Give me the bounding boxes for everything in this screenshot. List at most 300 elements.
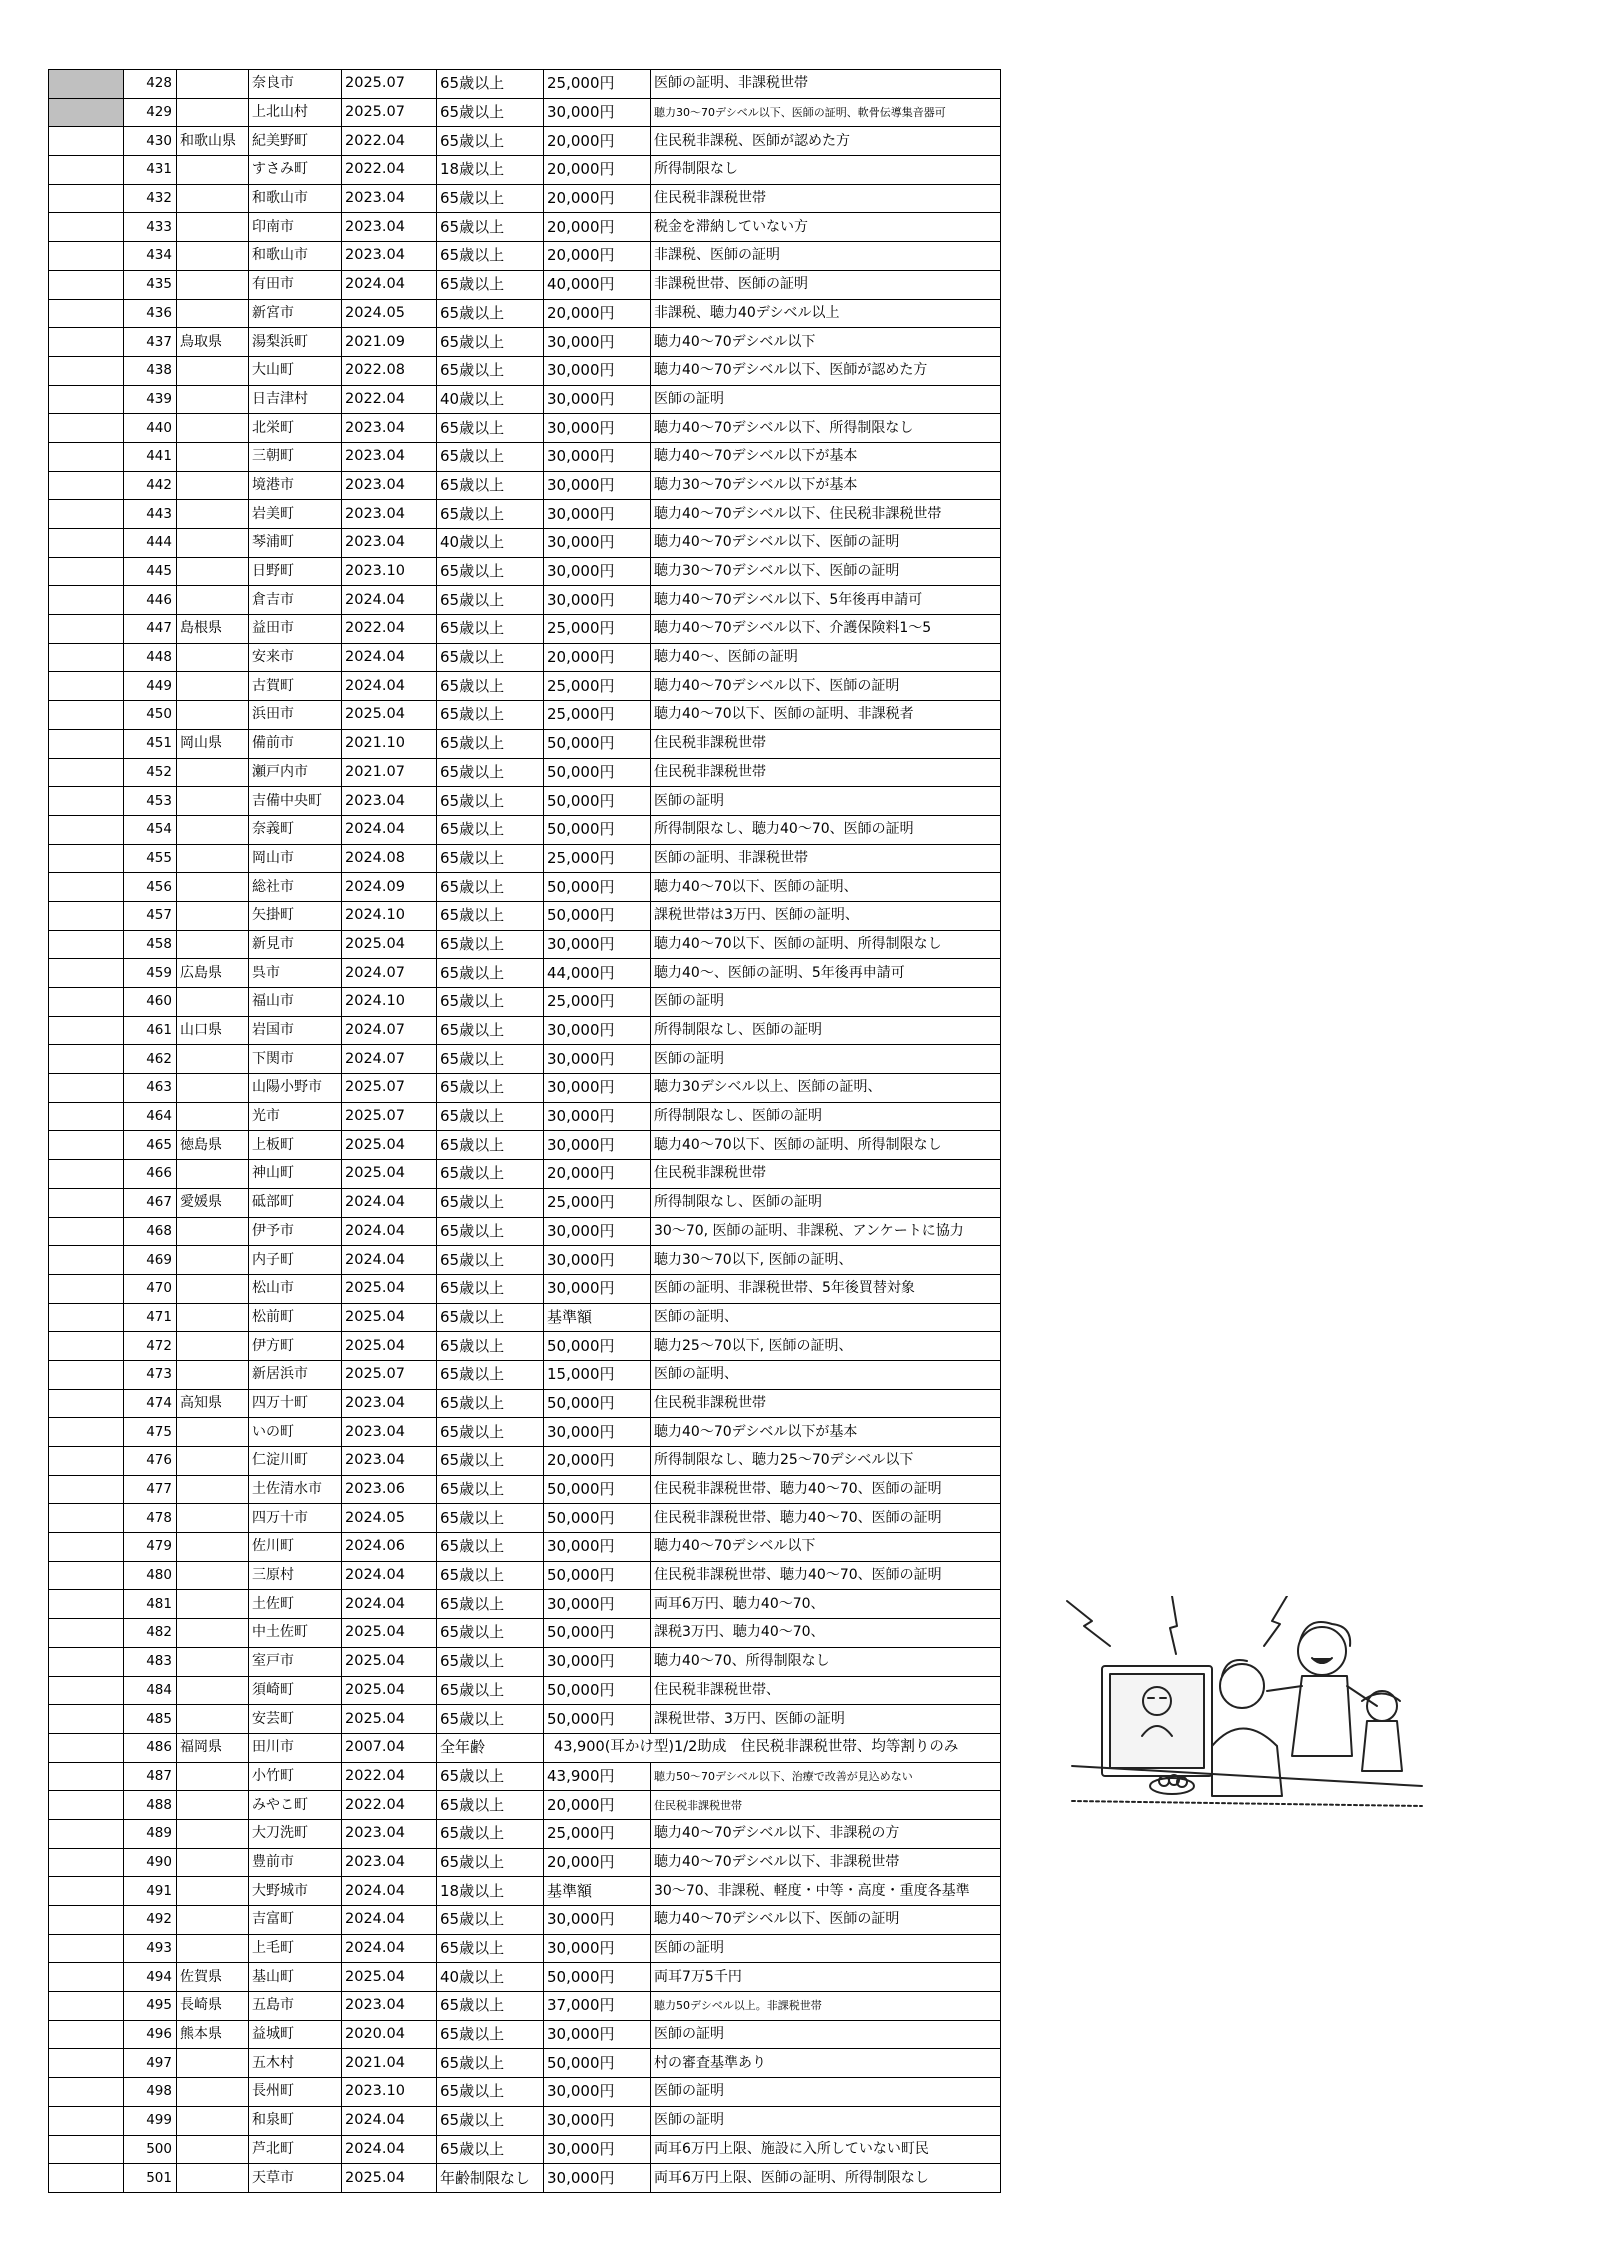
- table-row: [49, 1647, 1001, 1676]
- table-row: [49, 1590, 1001, 1619]
- subsidy-table: [48, 69, 1001, 2193]
- municipality-cell: 長州町: [249, 2078, 342, 2107]
- prefecture-cell: [177, 299, 249, 328]
- table-row: [49, 356, 1001, 385]
- condition-cell: 住民税非課税世帯: [651, 184, 1001, 213]
- subsidy-amount-cell: 50,000円: [544, 1963, 651, 1992]
- age-condition-cell: 40歳以上: [437, 385, 544, 414]
- municipality-cell: 日野町: [249, 557, 342, 586]
- prefecture-cell: 愛媛県: [177, 1188, 249, 1217]
- prefecture-cell: [177, 270, 249, 299]
- subsidy-amount-cell: 30,000円: [544, 1074, 651, 1103]
- subsidy-amount-cell: 25,000円: [544, 988, 651, 1017]
- row-number-cell: 477: [124, 1475, 177, 1504]
- prefecture-cell: [177, 844, 249, 873]
- municipality-cell: 安芸町: [249, 1705, 342, 1734]
- start-date-cell: 2023.04: [342, 1447, 437, 1476]
- age-condition-cell: 65歳以上: [437, 959, 544, 988]
- row-marker-cell: [49, 2078, 124, 2107]
- municipality-cell: 日吉津村: [249, 385, 342, 414]
- age-condition-cell: 65歳以上: [437, 1676, 544, 1705]
- row-number-cell: 441: [124, 442, 177, 471]
- row-marker-cell: [49, 1791, 124, 1820]
- row-number-cell: 462: [124, 1045, 177, 1074]
- municipality-cell: 大山町: [249, 356, 342, 385]
- prefecture-cell: [177, 1332, 249, 1361]
- row-number-cell: 475: [124, 1418, 177, 1447]
- age-condition-cell: 65歳以上: [437, 1906, 544, 1935]
- row-number-cell: 458: [124, 930, 177, 959]
- start-date-cell: 2025.04: [342, 1647, 437, 1676]
- row-number-cell: 495: [124, 1992, 177, 2021]
- condition-cell: 医師の証明: [651, 1045, 1001, 1074]
- table-row: [49, 1533, 1001, 1562]
- municipality-cell: 印南市: [249, 213, 342, 242]
- prefecture-cell: [177, 2078, 249, 2107]
- table-row: [49, 414, 1001, 443]
- age-condition-cell: 40歳以上: [437, 1963, 544, 1992]
- row-number-cell: 486: [124, 1733, 177, 1762]
- prefecture-cell: [177, 2164, 249, 2193]
- municipality-cell: 和歌山市: [249, 242, 342, 271]
- table-row: [49, 2049, 1001, 2078]
- condition-cell: 両耳6万円上限、医師の証明、所得制限なし: [651, 2164, 1001, 2193]
- age-condition-cell: 65歳以上: [437, 988, 544, 1017]
- subsidy-amount-cell: 20,000円: [544, 1447, 651, 1476]
- condition-cell: 医師の証明、: [651, 1360, 1001, 1389]
- subsidy-amount-cell: 30,000円: [544, 1418, 651, 1447]
- municipality-cell: 伊方町: [249, 1332, 342, 1361]
- row-number-cell: 487: [124, 1762, 177, 1791]
- subsidy-amount-cell: 30,000円: [544, 1274, 651, 1303]
- municipality-cell: 大刀洗町: [249, 1819, 342, 1848]
- row-number-cell: 447: [124, 615, 177, 644]
- start-date-cell: 2023.04: [342, 471, 437, 500]
- age-condition-cell: 65歳以上: [437, 2135, 544, 2164]
- condition-cell: 住民税非課税世帯: [651, 1791, 1001, 1820]
- start-date-cell: 2024.07: [342, 1045, 437, 1074]
- row-number-cell: 501: [124, 2164, 177, 2193]
- prefecture-cell: [177, 500, 249, 529]
- row-marker-cell: [49, 1475, 124, 1504]
- condition-cell: 住民税非課税世帯、: [651, 1676, 1001, 1705]
- row-marker-cell: [49, 1762, 124, 1791]
- municipality-cell: いの町: [249, 1418, 342, 1447]
- subsidy-amount-cell: 50,000円: [544, 2049, 651, 2078]
- row-number-cell: 490: [124, 1848, 177, 1877]
- row-marker-cell: [49, 1561, 124, 1590]
- subsidy-amount-cell: 50,000円: [544, 1389, 651, 1418]
- start-date-cell: 2022.04: [342, 615, 437, 644]
- prefecture-cell: [177, 1217, 249, 1246]
- subsidy-amount-cell: 50,000円: [544, 901, 651, 930]
- start-date-cell: 2023.06: [342, 1475, 437, 1504]
- prefecture-cell: [177, 356, 249, 385]
- row-marker-cell: [49, 270, 124, 299]
- age-condition-cell: 65歳以上: [437, 701, 544, 730]
- row-number-cell: 478: [124, 1504, 177, 1533]
- municipality-cell: 基山町: [249, 1963, 342, 1992]
- condition-cell: 聴力40～70デシベル以下、医師の証明: [651, 672, 1001, 701]
- municipality-cell: 天草市: [249, 2164, 342, 2193]
- start-date-cell: 2024.04: [342, 1590, 437, 1619]
- table-row: [49, 1217, 1001, 1246]
- municipality-cell: 益城町: [249, 2020, 342, 2049]
- age-condition-cell: 65歳以上: [437, 1504, 544, 1533]
- start-date-cell: 2024.04: [342, 1188, 437, 1217]
- municipality-cell: 和歌山市: [249, 184, 342, 213]
- municipality-cell: 上北山村: [249, 98, 342, 127]
- subsidy-amount-cell: 15,000円: [544, 1360, 651, 1389]
- age-condition-cell: 65歳以上: [437, 729, 544, 758]
- row-number-cell: 463: [124, 1074, 177, 1103]
- subsidy-amount-cell: 30,000円: [544, 557, 651, 586]
- condition-cell: 医師の証明、非課税世帯: [651, 70, 1001, 99]
- age-condition-cell: 65歳以上: [437, 1762, 544, 1791]
- start-date-cell: 2025.04: [342, 1676, 437, 1705]
- condition-cell: 両耳6万円、聴力40～70、: [651, 1590, 1001, 1619]
- row-marker-cell: [49, 959, 124, 988]
- subsidy-amount-cell: 30,000円: [544, 2020, 651, 2049]
- prefecture-cell: 広島県: [177, 959, 249, 988]
- prefecture-cell: [177, 1102, 249, 1131]
- table-row: [49, 586, 1001, 615]
- municipality-cell: 下関市: [249, 1045, 342, 1074]
- municipality-cell: 須崎町: [249, 1676, 342, 1705]
- condition-cell: 所得制限なし、医師の証明: [651, 1102, 1001, 1131]
- table-row: [49, 1848, 1001, 1877]
- age-condition-cell: 65歳以上: [437, 1590, 544, 1619]
- subsidy-amount-cell: 20,000円: [544, 156, 651, 185]
- municipality-cell: 仁淀川町: [249, 1447, 342, 1476]
- age-condition-cell: 65歳以上: [437, 299, 544, 328]
- table-row: [49, 213, 1001, 242]
- row-marker-cell: [49, 615, 124, 644]
- row-number-cell: 429: [124, 98, 177, 127]
- table-row: [49, 270, 1001, 299]
- start-date-cell: 2024.07: [342, 959, 437, 988]
- row-number-cell: 434: [124, 242, 177, 271]
- start-date-cell: 2024.06: [342, 1533, 437, 1562]
- condition-cell: 医師の証明: [651, 988, 1001, 1017]
- condition-cell: 聴力50～70デシベル以下、治療で改善が見込めない: [651, 1762, 1001, 1791]
- row-marker-cell: [49, 1360, 124, 1389]
- condition-cell: 聴力30～70デシベル以下が基本: [651, 471, 1001, 500]
- prefecture-cell: [177, 1647, 249, 1676]
- municipality-cell: 新宮市: [249, 299, 342, 328]
- table-row: [49, 1360, 1001, 1389]
- prefecture-cell: 島根県: [177, 615, 249, 644]
- table-row: [49, 1934, 1001, 1963]
- condition-cell: 両耳7万5千円: [651, 1963, 1001, 1992]
- age-condition-cell: 65歳以上: [437, 1074, 544, 1103]
- start-date-cell: 2023.04: [342, 1848, 437, 1877]
- condition-cell: 医師の証明: [651, 2020, 1001, 2049]
- row-number-cell: 465: [124, 1131, 177, 1160]
- prefecture-cell: [177, 98, 249, 127]
- municipality-cell: 吉備中央町: [249, 787, 342, 816]
- row-marker-cell: [49, 2164, 124, 2193]
- condition-cell: 聴力40～70デシベル以下、住民税非課税世帯: [651, 500, 1001, 529]
- subsidy-amount-cell: 30,000円: [544, 930, 651, 959]
- row-number-cell: 484: [124, 1676, 177, 1705]
- age-condition-cell: 65歳以上: [437, 2049, 544, 2078]
- row-number-cell: 480: [124, 1561, 177, 1590]
- municipality-cell: 琴浦町: [249, 529, 342, 558]
- condition-cell: 住民税非課税世帯: [651, 1160, 1001, 1189]
- row-marker-cell: [49, 1590, 124, 1619]
- municipality-cell: 光市: [249, 1102, 342, 1131]
- condition-cell: 聴力40～70デシベル以下: [651, 1533, 1001, 1562]
- table-row: [49, 2106, 1001, 2135]
- table-row: [49, 557, 1001, 586]
- age-condition-cell: 65歳以上: [437, 1475, 544, 1504]
- table-row: [49, 1102, 1001, 1131]
- start-date-cell: 2020.04: [342, 2020, 437, 2049]
- row-marker-cell: [49, 213, 124, 242]
- subsidy-amount-cell: 30,000円: [544, 1934, 651, 1963]
- row-number-cell: 428: [124, 70, 177, 99]
- condition-cell: 住民税非課税世帯: [651, 729, 1001, 758]
- row-marker-cell: [49, 1131, 124, 1160]
- condition-cell: 聴力50デシベル以上。非課税世帯: [651, 1992, 1001, 2021]
- row-number-cell: 497: [124, 2049, 177, 2078]
- condition-cell: 非課税世帯、医師の証明: [651, 270, 1001, 299]
- row-marker-cell: [49, 1504, 124, 1533]
- row-marker-cell: [49, 529, 124, 558]
- age-condition-cell: 65歳以上: [437, 1246, 544, 1275]
- prefecture-cell: 和歌山県: [177, 127, 249, 156]
- row-number-cell: 492: [124, 1906, 177, 1935]
- prefecture-cell: [177, 557, 249, 586]
- subsidy-amount-cell: 25,000円: [544, 615, 651, 644]
- municipality-cell: 紀美野町: [249, 127, 342, 156]
- age-condition-cell: 65歳以上: [437, 1418, 544, 1447]
- row-number-cell: 469: [124, 1246, 177, 1275]
- table-row: [49, 299, 1001, 328]
- age-condition-cell: 65歳以上: [437, 672, 544, 701]
- row-marker-cell: [49, 701, 124, 730]
- row-number-cell: 468: [124, 1217, 177, 1246]
- condition-cell: 聴力40～70デシベル以下、所得制限なし: [651, 414, 1001, 443]
- row-marker-cell: [49, 2135, 124, 2164]
- start-date-cell: 2024.04: [342, 1217, 437, 1246]
- row-number-cell: 500: [124, 2135, 177, 2164]
- age-condition-cell: 65歳以上: [437, 1819, 544, 1848]
- age-condition-cell: 65歳以上: [437, 1303, 544, 1332]
- table-row: [49, 1303, 1001, 1332]
- age-condition-cell: 65歳以上: [437, 328, 544, 357]
- table-row: [49, 2135, 1001, 2164]
- row-number-cell: 476: [124, 1447, 177, 1476]
- table-row: [49, 930, 1001, 959]
- age-condition-cell: 65歳以上: [437, 356, 544, 385]
- municipality-cell: 土佐清水市: [249, 1475, 342, 1504]
- row-marker-cell: [49, 844, 124, 873]
- age-condition-cell: 18歳以上: [437, 1877, 544, 1906]
- age-condition-cell: 65歳以上: [437, 586, 544, 615]
- condition-cell: 聴力40～70デシベル以下が基本: [651, 442, 1001, 471]
- condition-cell: 医師の証明、非課税世帯、5年後買替対象: [651, 1274, 1001, 1303]
- subsidy-amount-cell: 30,000円: [544, 1102, 651, 1131]
- age-condition-cell: 65歳以上: [437, 1360, 544, 1389]
- age-condition-cell: 18歳以上: [437, 156, 544, 185]
- municipality-cell: 益田市: [249, 615, 342, 644]
- row-number-cell: 488: [124, 1791, 177, 1820]
- municipality-cell: 神山町: [249, 1160, 342, 1189]
- row-number-cell: 471: [124, 1303, 177, 1332]
- start-date-cell: 2025.04: [342, 1160, 437, 1189]
- subsidy-amount-cell: 30,000円: [544, 1131, 651, 1160]
- table-row: [49, 1131, 1001, 1160]
- municipality-cell: 三朝町: [249, 442, 342, 471]
- prefecture-cell: [177, 1504, 249, 1533]
- subsidy-amount-cell: 50,000円: [544, 873, 651, 902]
- start-date-cell: 2021.09: [342, 328, 437, 357]
- table-row: [49, 2164, 1001, 2193]
- start-date-cell: 2022.08: [342, 356, 437, 385]
- prefecture-cell: [177, 156, 249, 185]
- row-number-cell: 491: [124, 1877, 177, 1906]
- municipality-cell: 北栄町: [249, 414, 342, 443]
- table-row: [49, 1819, 1001, 1848]
- prefecture-cell: [177, 1590, 249, 1619]
- condition-cell: 所得制限なし: [651, 156, 1001, 185]
- row-marker-cell: [49, 1332, 124, 1361]
- start-date-cell: 2022.04: [342, 156, 437, 185]
- table-row: [49, 873, 1001, 902]
- row-marker-cell: [49, 2020, 124, 2049]
- row-marker-cell: [49, 988, 124, 1017]
- row-marker-cell: [49, 1705, 124, 1734]
- row-marker-cell: [49, 1418, 124, 1447]
- start-date-cell: 2025.04: [342, 2164, 437, 2193]
- table-row: [49, 1160, 1001, 1189]
- subsidy-amount-cell: 44,000円: [544, 959, 651, 988]
- table-row: [49, 701, 1001, 730]
- row-marker-cell: [49, 1274, 124, 1303]
- subsidy-amount-cell: 30,000円: [544, 2135, 651, 2164]
- prefecture-cell: [177, 385, 249, 414]
- municipality-cell: 有田市: [249, 270, 342, 299]
- municipality-cell: 内子町: [249, 1246, 342, 1275]
- row-marker-cell: [49, 500, 124, 529]
- condition-cell: 聴力40～70以下、医師の証明、非課税者: [651, 701, 1001, 730]
- table-row: [49, 615, 1001, 644]
- row-marker-cell: [49, 1217, 124, 1246]
- row-marker-cell: [49, 1647, 124, 1676]
- start-date-cell: 2024.08: [342, 844, 437, 873]
- row-marker-cell: [49, 156, 124, 185]
- row-number-cell: 473: [124, 1360, 177, 1389]
- prefecture-cell: [177, 471, 249, 500]
- subsidy-amount-cell: 50,000円: [544, 1561, 651, 1590]
- condition-cell: 医師の証明: [651, 2106, 1001, 2135]
- row-number-cell: 430: [124, 127, 177, 156]
- age-condition-cell: 65歳以上: [437, 242, 544, 271]
- start-date-cell: 2023.04: [342, 529, 437, 558]
- prefecture-cell: 鳥取県: [177, 328, 249, 357]
- prefecture-cell: [177, 815, 249, 844]
- subsidy-amount-cell: 50,000円: [544, 787, 651, 816]
- start-date-cell: 2023.10: [342, 557, 437, 586]
- table-row: [49, 1188, 1001, 1217]
- row-number-cell: 498: [124, 2078, 177, 2107]
- municipality-cell: 伊予市: [249, 1217, 342, 1246]
- age-condition-cell: 65歳以上: [437, 930, 544, 959]
- condition-cell: 聴力40～70デシベル以下、非課税世帯: [651, 1848, 1001, 1877]
- start-date-cell: 2023.04: [342, 500, 437, 529]
- age-condition-cell: 65歳以上: [437, 557, 544, 586]
- subsidy-amount-cell: 25,000円: [544, 672, 651, 701]
- start-date-cell: 2023.04: [342, 787, 437, 816]
- municipality-cell: 芦北町: [249, 2135, 342, 2164]
- prefecture-cell: [177, 643, 249, 672]
- age-condition-cell: 年齢制限なし: [437, 2164, 544, 2193]
- row-marker-cell: [49, 98, 124, 127]
- row-marker-cell: [49, 672, 124, 701]
- age-condition-cell: 40歳以上: [437, 529, 544, 558]
- subsidy-amount-cell: 37,000円: [544, 1992, 651, 2021]
- start-date-cell: 2025.07: [342, 1102, 437, 1131]
- condition-cell: 税金を滞納していない方: [651, 213, 1001, 242]
- age-condition-cell: 65歳以上: [437, 815, 544, 844]
- prefecture-cell: [177, 1418, 249, 1447]
- row-number-cell: 499: [124, 2106, 177, 2135]
- row-number-cell: 446: [124, 586, 177, 615]
- start-date-cell: 2025.04: [342, 1274, 437, 1303]
- condition-cell: 聴力40～70デシベル以下、医師の証明: [651, 529, 1001, 558]
- start-date-cell: 2024.04: [342, 1934, 437, 1963]
- age-condition-cell: 65歳以上: [437, 1992, 544, 2021]
- municipality-cell: 湯梨浜町: [249, 328, 342, 357]
- condition-cell: 医師の証明: [651, 787, 1001, 816]
- subsidy-amount-cell: 20,000円: [544, 184, 651, 213]
- table-row: [49, 2020, 1001, 2049]
- row-number-cell: 470: [124, 1274, 177, 1303]
- prefecture-cell: [177, 586, 249, 615]
- table-row: [49, 471, 1001, 500]
- condition-cell: 課税3万円、聴力40～70、: [651, 1619, 1001, 1648]
- start-date-cell: 2025.07: [342, 1360, 437, 1389]
- prefecture-cell: 山口県: [177, 1016, 249, 1045]
- row-marker-cell: [49, 901, 124, 930]
- row-marker-cell: [49, 1188, 124, 1217]
- prefecture-cell: [177, 1475, 249, 1504]
- start-date-cell: 2024.04: [342, 2135, 437, 2164]
- subsidy-amount-cell: 20,000円: [544, 1791, 651, 1820]
- municipality-cell: 岩国市: [249, 1016, 342, 1045]
- subsidy-amount-cell: 30,000円: [544, 385, 651, 414]
- age-condition-cell: 65歳以上: [437, 1102, 544, 1131]
- table-row: [49, 1246, 1001, 1275]
- row-number-cell: 455: [124, 844, 177, 873]
- municipality-cell: 上板町: [249, 1131, 342, 1160]
- table-row: [49, 529, 1001, 558]
- age-condition-cell: 65歳以上: [437, 2020, 544, 2049]
- table-row: [49, 1561, 1001, 1590]
- municipality-cell: 安来市: [249, 643, 342, 672]
- age-condition-cell: 65歳以上: [437, 615, 544, 644]
- condition-cell: 30～70, 医師の証明、非課税、アンケートに協力: [651, 1217, 1001, 1246]
- row-number-cell: 443: [124, 500, 177, 529]
- start-date-cell: 2024.04: [342, 2106, 437, 2135]
- age-condition-cell: 65歳以上: [437, 1934, 544, 1963]
- subsidy-amount-cell: 50,000円: [544, 1619, 651, 1648]
- row-number-cell: 452: [124, 758, 177, 787]
- condition-cell: 医師の証明: [651, 1934, 1001, 1963]
- prefecture-cell: [177, 1762, 249, 1791]
